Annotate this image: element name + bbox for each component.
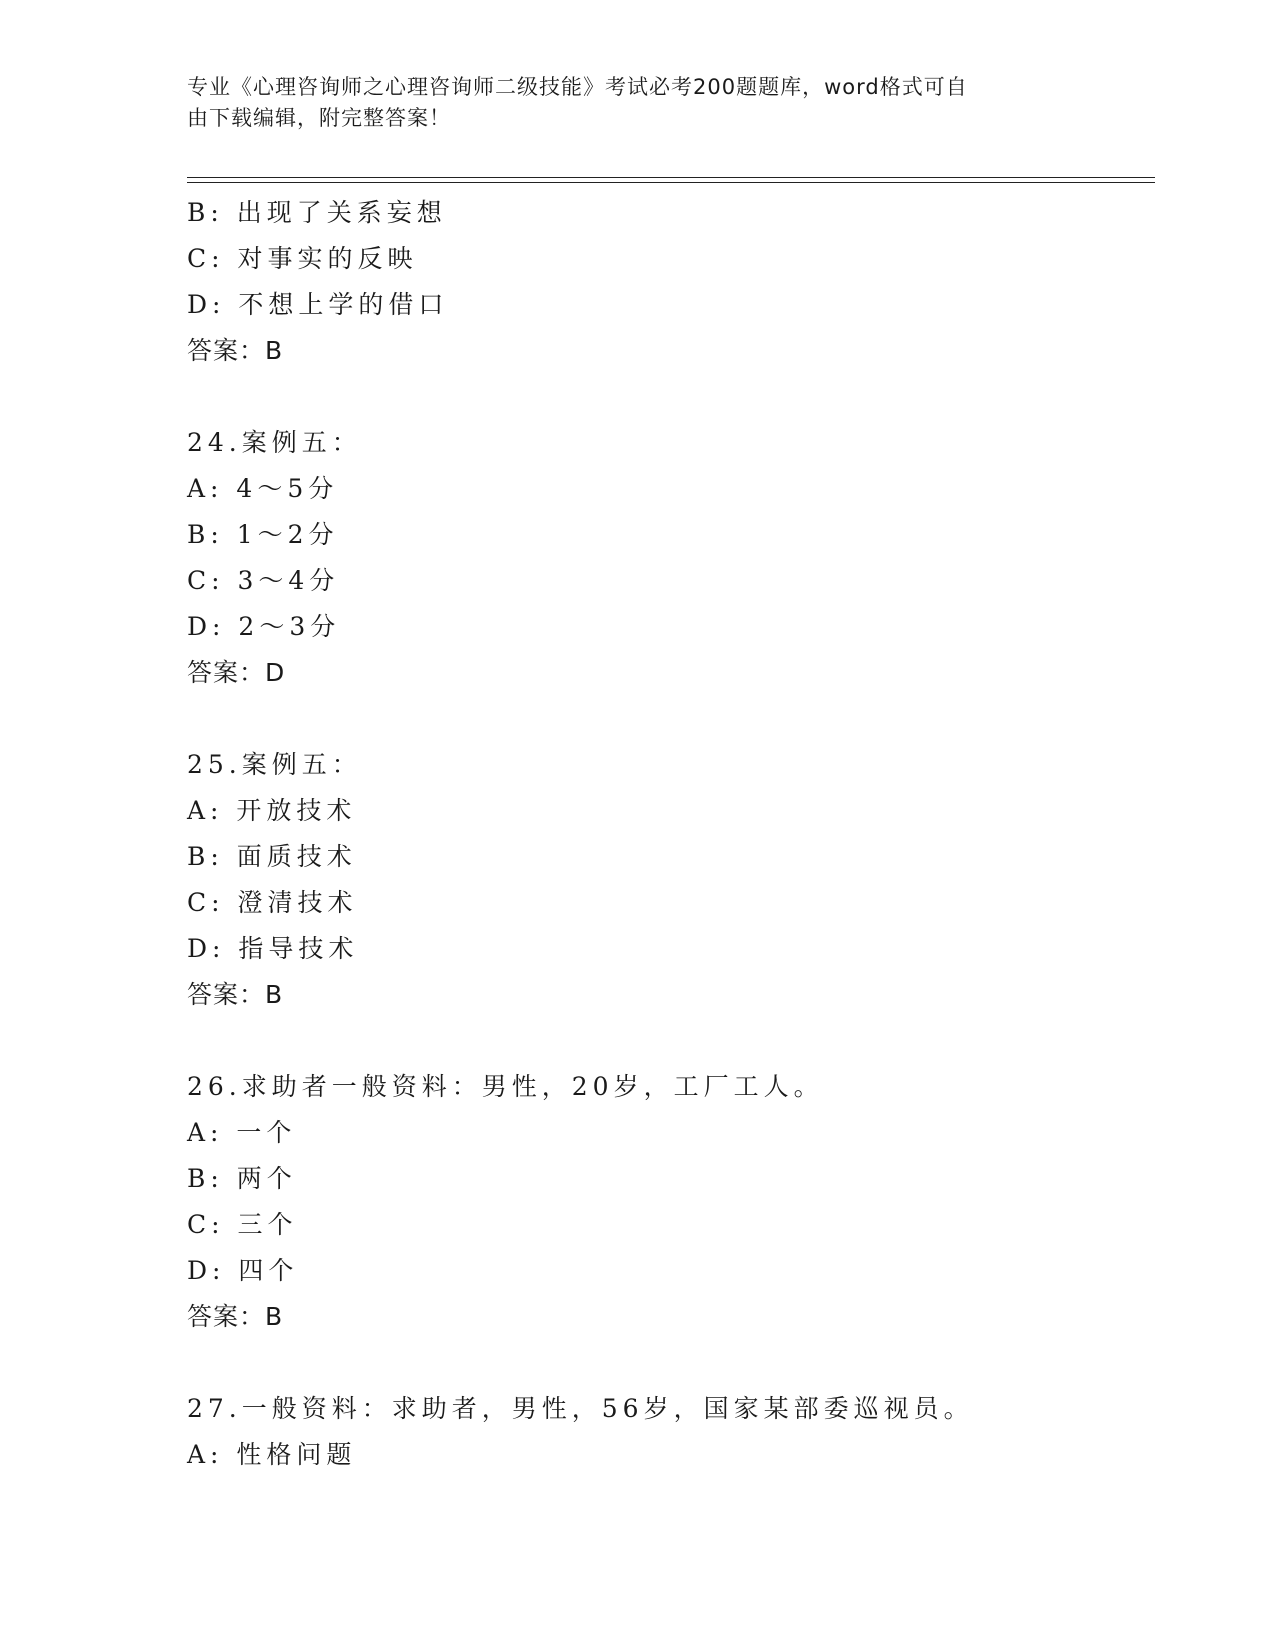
- answer: 答案：B: [187, 980, 284, 1009]
- option-b: B: 两个: [187, 1164, 297, 1193]
- question-stem: 26.求助者一般资料：男性，20岁，工厂工人。: [187, 1072, 824, 1101]
- answer: 答案：B: [187, 336, 284, 365]
- option-c: C: 澄清技术: [187, 888, 358, 917]
- option-a: A: 一个: [187, 1118, 297, 1147]
- question-27: [187, 1386, 1155, 1478]
- question-stem: 27.一般资料：求助者，男性，56岁，国家某部委巡视员。: [187, 1394, 974, 1423]
- document-header: [187, 72, 1067, 134]
- answer: 答案：D: [187, 658, 286, 687]
- option-b: B: 出现了关系妄想: [187, 198, 447, 227]
- option-d: D: 四个: [187, 1256, 299, 1285]
- question-24: [187, 420, 1155, 696]
- option-a: A: 开放技术: [187, 796, 357, 825]
- option-d: D: 指导技术: [187, 934, 359, 963]
- question-stem: 24.案例五：: [187, 428, 362, 457]
- option-b: B: 1～2分: [187, 520, 339, 549]
- header-line-2: 由下载编辑，附完整答案！: [187, 106, 451, 130]
- option-d: D: 不想上学的借口: [187, 290, 449, 319]
- question-26: [187, 1064, 1155, 1340]
- header-divider-bottom: [187, 182, 1155, 183]
- question-stem: 25.案例五：: [187, 750, 362, 779]
- option-c: C: 3～4分: [187, 566, 340, 595]
- option-d: D: 2～3分: [187, 612, 341, 641]
- question-list: [187, 190, 1155, 1478]
- question-25: [187, 742, 1155, 1018]
- option-c: C: 对事实的反映: [187, 244, 418, 273]
- option-b: B: 面质技术: [187, 842, 357, 871]
- option-a: A: 4～5分: [187, 474, 339, 503]
- header-divider-top: [187, 177, 1155, 178]
- option-a: A: 性格问题: [187, 1440, 357, 1469]
- answer: 答案：B: [187, 1302, 284, 1331]
- question-23-continued: [187, 190, 1155, 374]
- header-line-1: 专业《心理咨询师之心理咨询师二级技能》考试必考200题题库，word格式可自: [187, 75, 968, 99]
- option-c: C: 三个: [187, 1210, 298, 1239]
